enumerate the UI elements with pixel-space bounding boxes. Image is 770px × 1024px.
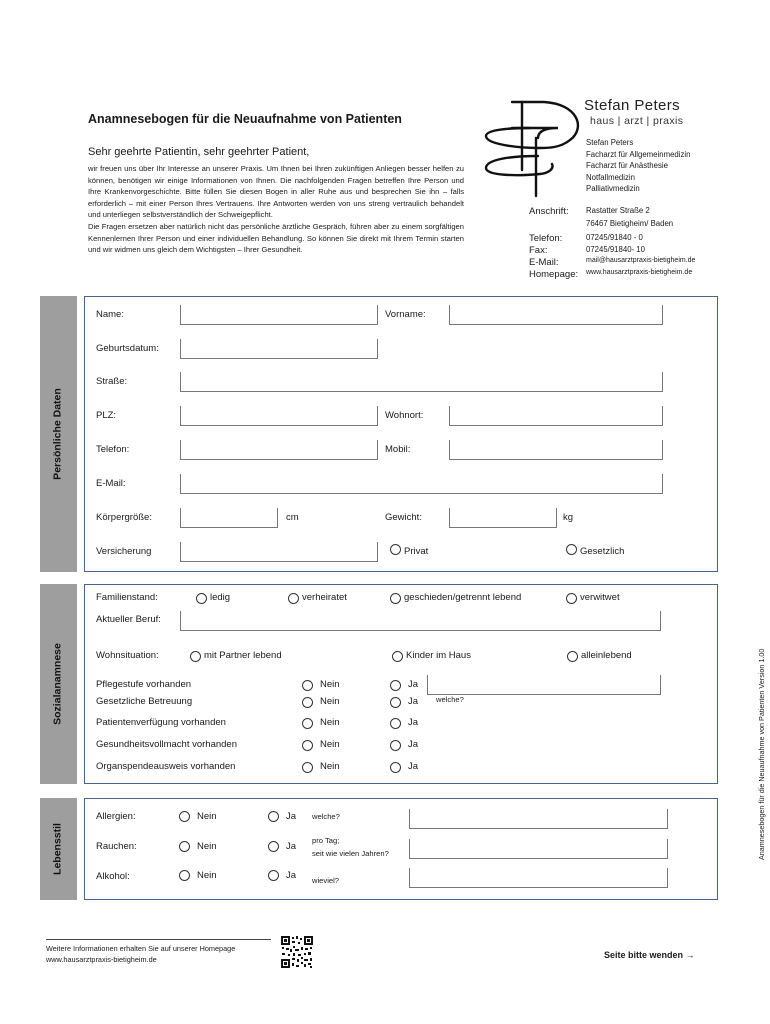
nein-label: Nein bbox=[197, 841, 217, 852]
organspende-nein-radio[interactable] bbox=[302, 762, 313, 773]
geschieden-radio[interactable] bbox=[390, 593, 401, 604]
koerpergroesse-label: Körpergröße: bbox=[96, 512, 152, 523]
jahre-label: seit wie vielen Jahren? bbox=[312, 849, 389, 858]
ja-label: Ja bbox=[408, 717, 419, 728]
doctor-line: Palliativmedizin bbox=[586, 184, 640, 194]
ja-label: Ja bbox=[408, 696, 419, 707]
footer-divider bbox=[46, 939, 271, 940]
versicherung-label: Versicherung bbox=[96, 546, 152, 557]
qr-code-icon bbox=[280, 935, 314, 969]
allergien-field[interactable] bbox=[409, 809, 668, 829]
email-input-field[interactable] bbox=[180, 474, 663, 494]
pflegestufe-nein-radio[interactable] bbox=[302, 680, 313, 691]
nein-label: Nein bbox=[320, 717, 340, 728]
section-box-personal bbox=[84, 296, 718, 572]
wohnsituation-label: Wohnsituation: bbox=[96, 650, 159, 661]
verfuegung-nein-radio[interactable] bbox=[302, 718, 313, 729]
kinder-radio[interactable] bbox=[392, 651, 403, 662]
allergien-nein-radio[interactable] bbox=[179, 811, 190, 822]
question-label: Gesetzliche Betreuung bbox=[96, 696, 193, 707]
alkohol-field[interactable] bbox=[409, 868, 668, 888]
geschieden-label: geschieden/getrennt lebend bbox=[404, 592, 522, 603]
verfuegung-ja-radio[interactable] bbox=[390, 718, 401, 729]
web-label: Homepage: bbox=[529, 269, 579, 280]
partner-label: mit Partner lebend bbox=[204, 650, 282, 661]
verheiratet-label: verheiratet bbox=[302, 592, 347, 603]
address-label: Anschrift: bbox=[529, 206, 569, 217]
ledig-radio[interactable] bbox=[196, 593, 207, 604]
practice-name: Stefan Peters bbox=[584, 97, 681, 114]
doctor-line: Stefan Peters bbox=[586, 138, 634, 147]
rauchen-nein-radio[interactable] bbox=[179, 841, 190, 852]
intro-text bbox=[88, 163, 464, 256]
nein-label: Nein bbox=[320, 739, 340, 750]
gesetzlich-radio[interactable] bbox=[566, 544, 577, 555]
section-title-lifestyle: Lebensstil bbox=[51, 823, 64, 875]
next-page-hint: Seite bitte wenden → bbox=[604, 950, 695, 960]
question-label: Gesundheitsvollmacht vorhanden bbox=[96, 739, 238, 750]
footer-info-text: Weitere Informationen erhalten Sie auf unserer Homepage bbox=[46, 944, 236, 953]
telefon-label: Telefon: bbox=[96, 444, 130, 455]
mobil-label: Mobil: bbox=[385, 444, 411, 455]
allergien-label: Allergien: bbox=[96, 811, 136, 822]
kg-unit: kg bbox=[563, 512, 574, 523]
nein-label: Nein bbox=[320, 679, 340, 690]
ja-label: Ja bbox=[408, 739, 419, 750]
vollmacht-ja-radio[interactable] bbox=[390, 740, 401, 751]
section-title-personal: Persönliche Daten bbox=[51, 388, 64, 480]
fax-value: 07245/91840- 10 bbox=[586, 245, 645, 254]
question-label: Pflegestufe vorhanden bbox=[96, 679, 192, 690]
nein-label: Nein bbox=[197, 811, 217, 822]
alkohol-nein-radio[interactable] bbox=[179, 870, 190, 881]
strasse-field[interactable] bbox=[180, 372, 663, 392]
nein-label: Nein bbox=[320, 761, 340, 772]
welche-label: welche? bbox=[312, 812, 340, 821]
question-label: Patientenverfügung vorhanden bbox=[96, 717, 226, 728]
verwitwet-radio[interactable] bbox=[566, 593, 577, 604]
pro-tag-label: pro Tag; bbox=[312, 836, 340, 845]
ja-label: Ja bbox=[286, 841, 297, 852]
question-label: Organspendeausweis vorhanden bbox=[96, 761, 236, 772]
email-field-label: E-Mail: bbox=[96, 478, 126, 489]
alkohol-label: Alkohol: bbox=[96, 871, 130, 882]
ja-label: Ja bbox=[286, 870, 297, 881]
doctor-line: Facharzt für Allgemeinmedizin bbox=[586, 149, 691, 159]
practice-tagline: haus | arzt | praxis bbox=[590, 115, 684, 127]
email-label: E-Mail: bbox=[529, 257, 559, 268]
ja-label: Ja bbox=[408, 761, 419, 772]
pflegestufe-ja-radio[interactable] bbox=[390, 680, 401, 691]
doctor-info bbox=[586, 137, 690, 195]
greeting: Sehr geehrte Patientin, sehr geehrter Patient, bbox=[88, 146, 310, 158]
name-field[interactable] bbox=[180, 305, 378, 325]
nein-label: Nein bbox=[320, 696, 340, 707]
kinder-label: Kinder im Haus bbox=[406, 650, 471, 661]
ja-label: Ja bbox=[408, 679, 419, 690]
section-title-social: Sozialanamnese bbox=[51, 643, 64, 725]
wohnort-label: Wohnort: bbox=[385, 410, 424, 421]
plz-label: PLZ: bbox=[96, 410, 117, 421]
fax-label: Fax: bbox=[529, 245, 548, 256]
doctor-line: Notfallmedizin bbox=[586, 172, 635, 182]
phone-label: Telefon: bbox=[529, 233, 563, 244]
web-value[interactable]: www.hausarztpraxis-bietigheim.de bbox=[586, 269, 693, 276]
allergien-ja-radio[interactable] bbox=[268, 811, 279, 822]
version-text: Anamnesebogen für die Neuaufnahme von Patienten Version 1.00 bbox=[757, 648, 766, 860]
privat-label: Privat bbox=[404, 546, 429, 557]
strasse-label: Straße: bbox=[96, 376, 128, 387]
beruf-field[interactable] bbox=[180, 611, 661, 631]
betreuung-nein-radio[interactable] bbox=[302, 697, 313, 708]
privat-radio[interactable] bbox=[390, 544, 401, 555]
practice-logo bbox=[478, 98, 586, 202]
gesetzlich-label: Gesetzlich bbox=[580, 546, 625, 557]
mobil-field[interactable] bbox=[449, 440, 663, 460]
address-line-1: Rastatter Straße 2 bbox=[586, 206, 650, 215]
allein-radio[interactable] bbox=[567, 651, 578, 662]
versicherung-field[interactable] bbox=[180, 542, 378, 562]
intro-paragraph-2: Die Fragen ersetzen aber natürlich nicht das persönliche ärztliche Gespräch, führen aber zu einem sorgfältigen Kennenlernen Ihrer Person und einer individuellen Behandlung. So können Sie direkt mit Ihrem Termin starten und wir widmen uns gleich dem Wichtigsten – Ihrer Gesundheit. bbox=[88, 221, 464, 255]
alkohol-ja-radio[interactable] bbox=[268, 870, 279, 881]
welche-label: welche? bbox=[436, 695, 464, 704]
footer-url[interactable]: www.hausarztpraxis-bietigheim.de bbox=[46, 954, 157, 964]
geburtsdatum-field[interactable] bbox=[180, 339, 378, 359]
page-title: Anamnesebogen für die Neuaufnahme von Patienten bbox=[88, 112, 402, 126]
email-value[interactable]: mail@hausarztpraxis-bietigheim.de bbox=[586, 257, 696, 264]
wieviel-label: wieviel? bbox=[312, 876, 340, 885]
beruf-label: Aktueller Beruf: bbox=[96, 614, 161, 625]
telefon-field[interactable] bbox=[180, 440, 378, 460]
familienstand-label: Familienstand: bbox=[96, 592, 158, 603]
verwitwet-label: verwitwet bbox=[580, 592, 620, 603]
vorname-field[interactable] bbox=[449, 305, 663, 325]
name-label: Name: bbox=[96, 309, 124, 320]
organspende-ja-radio[interactable] bbox=[390, 762, 401, 773]
address-line-2: 76467 Bietigheim/ Baden bbox=[586, 219, 674, 228]
ja-label: Ja bbox=[286, 811, 297, 822]
wohnort-field[interactable] bbox=[449, 406, 663, 426]
betreuung-ja-radio[interactable] bbox=[390, 697, 401, 708]
doctor-line: Facharzt für Anästhesie bbox=[586, 161, 668, 171]
verheiratet-radio[interactable] bbox=[288, 593, 299, 604]
geburtsdatum-label: Geburtsdatum: bbox=[96, 343, 159, 354]
rauchen-ja-radio[interactable] bbox=[268, 841, 279, 852]
gewicht-label: Gewicht: bbox=[385, 512, 422, 523]
cm-unit: cm bbox=[286, 512, 299, 523]
vorname-label: Vorname: bbox=[385, 309, 426, 320]
vollmacht-nein-radio[interactable] bbox=[302, 740, 313, 751]
nein-label: Nein bbox=[197, 870, 217, 881]
koerpergroesse-field[interactable] bbox=[180, 508, 278, 528]
rauchen-field[interactable] bbox=[409, 839, 668, 859]
partner-radio[interactable] bbox=[190, 651, 201, 662]
phone-value: 07245/91840 - 0 bbox=[586, 233, 643, 242]
pflegestufe-welche-field[interactable] bbox=[427, 675, 661, 695]
rauchen-label: Rauchen: bbox=[96, 841, 137, 852]
footer-info bbox=[46, 944, 235, 965]
gewicht-field[interactable] bbox=[449, 508, 557, 528]
intro-paragraph-1: wir freuen uns über Ihr Interesse an unserer Praxis. Um Ihnen bei Ihren zukünftigen Anliegen besser helfen zu können, benötigen wir einige Informationen von Ihnen. Die nachfolgenden Fragen betreffen Ihre Person und Ihre Krankenvorgeschichte. Bitte füllen Sie diesen Bogen in aller Ruhe aus und besprechen Sie ihn – falls erforderlich – mit einer Person Ihres Vertrauens. Ihre Antworten werden von uns streng vertraulich behandelt und unterliegen selbstverständlich der Schweigepflicht. bbox=[88, 164, 464, 220]
ledig-label: ledig bbox=[210, 592, 231, 603]
plz-field[interactable] bbox=[180, 406, 378, 426]
allein-label: alleinlebend bbox=[581, 650, 632, 661]
